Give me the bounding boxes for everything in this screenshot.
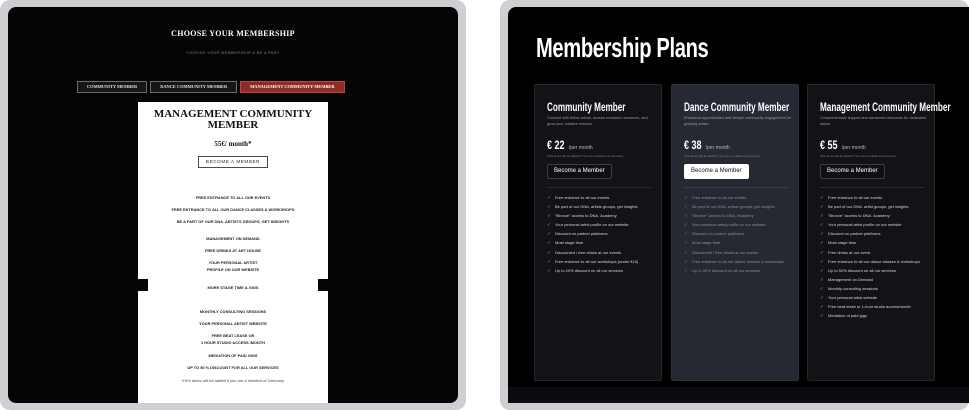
feature-item [547,240,657,246]
feature-item: FREE BEAT LEASE OR [211,333,255,338]
plan-price [684,138,730,152]
feature-item: MORE STAGE TIME & GIGS [207,285,259,290]
card-price: 55€/ month* [214,140,252,148]
feature-item [820,304,930,310]
feature-item: 1 HOUR STUDIO ACCESS /MONTH [200,340,266,345]
tax-note: 19% taxes will be added if You are a resident of Germany. [820,154,897,158]
feature-item [820,250,930,256]
check-icon: ✓ [547,249,551,255]
feature-list [820,195,930,322]
feature-item [820,240,930,246]
feature-item [684,222,794,228]
feature-text: Discounted / free drinks at our events [692,249,759,255]
feature-text: Mediation of paid gigs [828,313,867,319]
card-notch-left [138,279,148,291]
tax-note: 19% taxes will be added if You are a resident of Germany. [684,154,761,158]
plan-card-community [534,84,662,381]
plan-price [820,138,866,152]
left-membership-page [8,7,458,403]
divider [684,187,788,188]
feature-text: Most stage time [555,240,584,246]
price-amount: € 55 [820,138,838,152]
tab-management-community-member[interactable]: MANAGEMENT COMMUNITY MEMBER [240,81,344,93]
price-amount: € 22 [547,138,565,152]
tax-footnote: *19% taxes will be added if you are a resident of Germany. [181,378,285,383]
check-icon: ✓ [547,258,551,264]
feature-item [820,259,930,265]
plan-name: Management Community Member [820,100,951,114]
feature-text: Free entrance to all our events [555,195,610,200]
feature-item [684,240,794,246]
feature-item [547,268,657,274]
card-title: MANAGEMENT COMMUNITY MEMBER [153,108,313,131]
plan-name: Dance Community Member [684,100,790,114]
feature-text: Discounted / free drinks at our events [555,249,622,255]
page-subtitle: CHOOSE YOUR MEMBERSHIP & BE A PART [186,50,280,55]
tab-community-member[interactable]: COMMUNITY MEMBER [77,81,147,93]
left-screenshot-frame [0,0,466,410]
right-screenshot-frame [500,0,969,410]
feature-text: Free entrance to all our events [692,195,747,200]
feature-item [820,213,930,219]
page-footer-strip [508,387,969,403]
check-icon: ✓ [547,204,551,210]
check-icon: ✓ [820,213,824,219]
check-icon: ✓ [820,231,824,237]
feature-text: Free beat lease or 1-hour studio access/month [828,304,911,310]
feature-text: Up to 30% discount on all our services [692,267,761,273]
check-icon: ✓ [820,258,824,264]
feature-text: Your personal artist profile on our website [692,222,766,228]
feature-item [684,231,794,237]
feature-item: MEDIATION OF PAID GIGS [208,353,258,358]
feature-item [547,222,657,228]
check-icon: ✓ [820,304,824,310]
check-icon: ✓ [547,222,551,228]
plan-description: Comprehensive support and advanced resources for dedicated artists [820,116,926,126]
price-period: /per month [841,145,866,151]
feature-item [684,268,794,274]
feature-item: MONTHLY CONSULTING SESSIONS [199,309,267,314]
right-membership-page [508,7,969,403]
feature-item [820,268,930,274]
check-icon: ✓ [684,267,688,273]
feature-text: Free entrance to all our events [828,195,883,200]
card-notch-right [318,279,328,291]
feature-item [820,231,930,237]
become-member-button[interactable]: BECOME A MEMBER [198,156,268,168]
feature-item: PROFILE ON OUR WEBSITE [206,267,260,272]
feature-item: MANAGEMENT ON DEMAND [206,236,260,241]
check-icon: ✓ [684,258,688,264]
page-title: CHOOSE YOUR MEMBERSHIP [171,29,295,38]
feature-text: "Bronze" access to DNA. Academy [555,213,617,219]
feature-item [547,231,657,237]
check-icon: ✓ [820,204,824,210]
feature-item [547,259,657,265]
feature-item [684,204,794,210]
feature-text: Free entrance to all our dance classes & workshops [692,258,784,264]
feature-text: Be part of our DNA. artist groups, get insights [828,204,909,210]
check-icon: ✓ [820,249,824,255]
feature-item [684,195,794,201]
check-icon: ✓ [684,222,688,228]
feature-text: Discount on partner platforms [555,231,608,237]
feature-text: Most stage time [692,240,721,246]
feature-item [684,213,794,219]
feature-text: Free entrance to all our dance classes & workshops [828,258,920,264]
feature-item [820,222,930,228]
feature-text: Up to 50% discount on all our services [828,267,897,273]
price-period: /per month [705,145,730,151]
become-member-button[interactable]: Become a Member [547,164,612,179]
feature-item: UP TO 50 % DISCOUNT FOR ALL OUR SERVICES [187,365,279,370]
feature-text: "Bronze" access to DNA. Academy [828,213,890,219]
check-icon: ✓ [547,267,551,273]
check-icon: ✓ [684,204,688,210]
feature-text: Your personal artist profile on our website [828,222,902,228]
feature-text: Monthly consulting sessions [828,285,878,291]
plan-name: Community Member [547,100,626,114]
feature-item [820,286,930,292]
plan-description: Connect with fellow artists, access exclusive resources, and grow your creative network [547,116,648,126]
feature-text: Your personal artist website [828,295,877,301]
feature-list [547,195,657,277]
plan-card-dance-community [671,84,799,381]
check-icon: ✓ [820,295,824,301]
tab-dance-community-member[interactable]: DANCE COMMUNITY MEMBER [150,81,237,93]
feature-text: Your personal artist profile on our website [555,222,629,228]
feature-item [684,259,794,265]
feature-item: FREE DRINKS AT ART HOUSE [204,248,262,253]
check-icon: ✓ [547,213,551,219]
check-icon: ✓ [820,276,824,282]
plan-description: Enhanced opportunities and deeper community engagement for growing artists [684,116,792,126]
feature-text: Management on Demand [828,276,874,282]
feature-item [820,295,930,301]
check-icon: ✓ [684,249,688,255]
divider [547,187,651,188]
feature-text: Be part of our DNA. artists groups, get insights [692,204,775,210]
check-icon: ✓ [547,195,551,200]
check-icon: ✓ [820,222,824,228]
check-icon: ✓ [547,231,551,237]
membership-card [138,102,328,403]
check-icon: ✓ [684,231,688,237]
feature-item [547,195,657,201]
feature-item: FREE ENTRANCE TO ALL OUR DANCE CLASSES & WORKSHOPS [171,207,295,212]
plan-price [547,138,593,152]
feature-text: "Bronze" access to DNA. Academy [692,213,754,219]
feature-item: FREE ENTRANCE TO ALL OUR EVENTS [195,195,271,200]
feature-item [547,213,657,219]
check-icon: ✓ [684,240,688,246]
feature-text: Up to 20% discount on all our services [555,267,624,273]
check-icon: ✓ [547,240,551,246]
feature-text: Discount on partner platforms [692,231,745,237]
page-title: Membership Plans [536,32,709,63]
feature-text: Free drinks at our event [828,249,871,255]
feature-item [684,250,794,256]
feature-item [820,195,930,201]
feature-list [684,195,794,277]
check-icon: ✓ [684,195,688,200]
feature-text: Free entrance to all our workshops (under €15) [555,258,639,264]
check-icon: ✓ [820,195,824,200]
divider [820,187,924,188]
feature-item [547,250,657,256]
check-icon: ✓ [820,313,824,319]
plan-card-management-community [807,84,951,381]
membership-tabs [77,81,345,93]
feature-text: Be part of our DNA. artists groups, get insights [555,204,638,210]
tax-note: 19% taxes will be added if You are a resident of Germany. [547,154,624,158]
become-member-button[interactable]: Become a Member [820,164,885,179]
check-icon: ✓ [684,213,688,219]
feature-item: YOUR PERSONAL ARTIST WEBSITE [199,321,267,326]
price-period: /per month [568,145,593,151]
feature-item [820,313,930,319]
check-icon: ✓ [820,240,824,246]
feature-text: Most stage time [828,240,857,246]
feature-item [547,204,657,210]
feature-item [820,204,930,210]
become-member-button[interactable]: Become a Member [684,164,749,179]
check-icon: ✓ [820,285,824,291]
price-amount: € 38 [684,138,702,152]
feature-item: BE A PART OF OUR DNA. ARTISTS GROUPS, GET INSIGHTS [176,219,290,224]
feature-text: Discount on partner platforms [828,231,881,237]
check-icon: ✓ [820,267,824,273]
feature-item [820,277,930,283]
feature-item: YOUR PERSONAL ARTIST [208,260,258,265]
